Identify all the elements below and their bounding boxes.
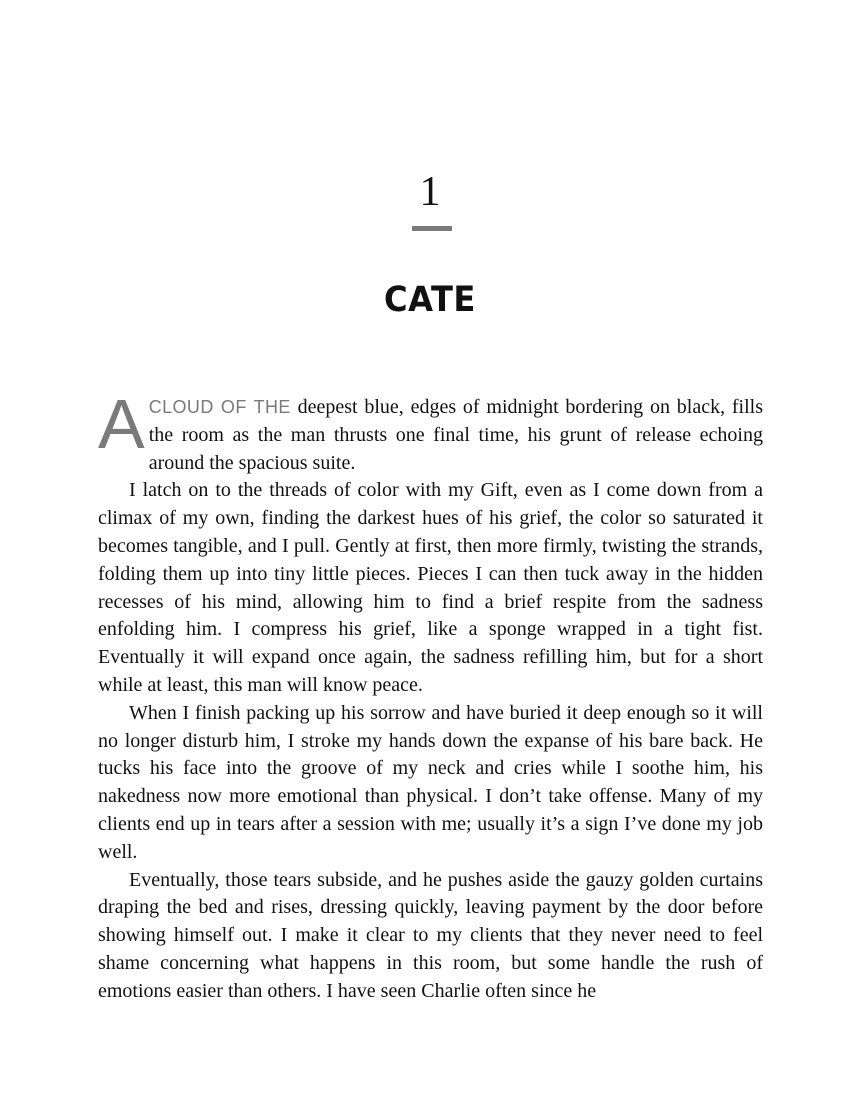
- chapter-divider: [412, 226, 452, 231]
- chapter-body: [98, 385, 764, 1006]
- paragraph: I latch on to the threads of color with my Gift, even as I come down from a climax of my own, finding the darkest hues of his grief, the color so saturated it becomes tangible, and I pull. Gently at first, then more firmly, twisting the strands, folding them up into tiny little pieces. Pieces I can then tuck away in the hidden recesses of his mind, allowing him to find a brief respite from the sadness enfolding him. I compress his grief, like a sponge wrapped in a tight fist. Eventually it will expand once again, the sadness refilling him, but for a short while at least, this man will know peace.: [98, 479, 763, 696]
- chapter-title-text: CATE: [384, 280, 476, 320]
- opening-paragraph: [98, 385, 764, 477]
- lead-in-small-caps: CLOUD OF THE: [148, 397, 291, 417]
- paragraph: Eventually, those tears subside, and he pushes aside the gauzy golden curtains draping the bed and rises, dressing quickly, leaving payment by the door before showing himself out. I make it clear to my clients that they never need to feel shame concerning what happens in this room, but some handle the rush of emotions easier than others. I have seen Charlie often since he: [98, 868, 763, 1002]
- paragraph: When I finish packing up his sorrow and have buried it deep enough so it will no longer disturb him, I stroke my hands down the expanse of his bare back. He tucks his face into the groove of my neck and cries while I soothe him, his nakedness now more emotional than physical. I don’t take offense. Many of my clients end up in tears after a session with me; usually it’s a sign I’ve done my job well.: [98, 701, 763, 863]
- chapter-title: [0, 278, 864, 322]
- opening-paragraph-text: deepest blue, edges of midnight bordering on black, fills the room as the man thrusts one final time, his grunt of release echoing around the spacious suite.: [148, 396, 764, 474]
- drop-cap: A: [98, 385, 145, 463]
- chapter-number: [0, 166, 864, 218]
- chapter-number-text: 1: [419, 169, 441, 215]
